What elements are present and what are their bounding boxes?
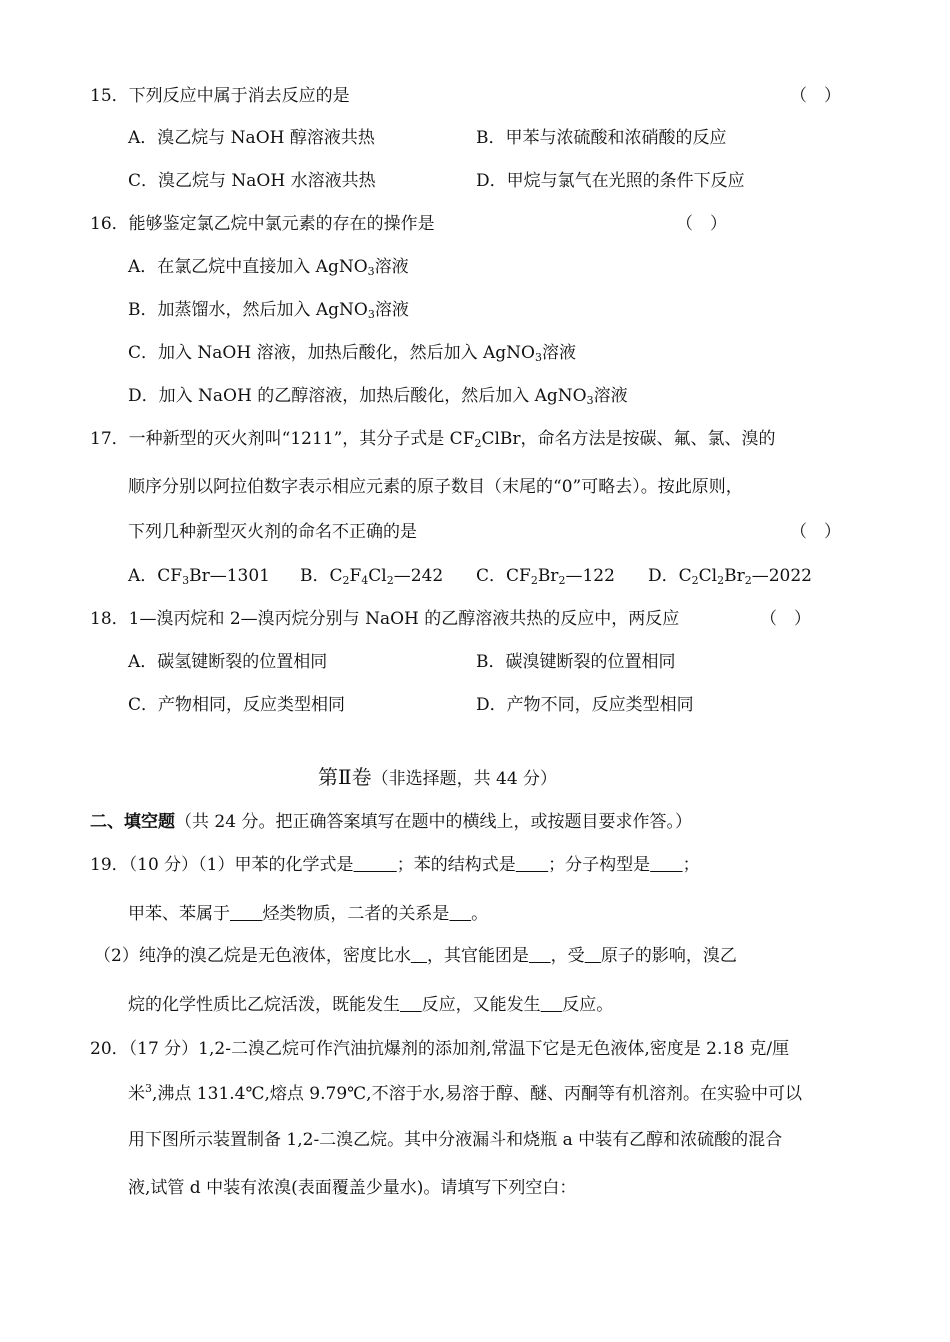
q18-option-b: B．碳溴键断裂的位置相同 [476,652,676,672]
q15-answer-paren: （ ） [790,86,841,106]
q17-option-d: D．$C_2Cl_2Br_2—2022$ [648,566,812,587]
q19-line3: （2）纯净的溴乙烷是无色液体，密度比水 ，其官能团是 ，受 原子的影响，溴乙 [94,946,737,966]
q19-line4: 烷的化学性质比乙烷活泼，既能发生 反应，又能发生 反应。 [128,995,614,1015]
q15-option-a: A．溴乙烷与 NaOH 醇溶液共热 [128,128,375,148]
q16-option-c: C．加入 NaOH 溶液，加热后酸化，然后加入 AgNO$_3$溶液 [128,343,576,364]
q16-answer-paren: （ ） [676,214,727,234]
q17-option-c: C．$CF_2Br_2—122$ [476,566,615,587]
q17-answer-paren: （ ） [790,522,841,542]
q16-option-d: D．加入 NaOH 的乙醇溶液，加热后酸化，然后加入 AgNO$_3$溶液 [128,386,628,407]
q18-stem: 18．1—溴丙烷和 2—溴丙烷分别与 NaOH 的乙醇溶液共热的反应中，两反应 [90,609,680,629]
q18-option-c: C．产物相同，反应类型相同 [128,695,346,715]
q15-option-b: B．甲苯与浓硫酸和浓硝酸的反应 [476,128,727,148]
q20-line1: 20．（17 分）1,2-二溴乙烷可作汽油抗爆剂的添加剂,常温下它是无色液体,密度是 2.18 克/厘 [90,1039,790,1059]
q17-option-a: A．$CF_3Br—1301$ [128,566,270,587]
section2-title: 第Ⅱ卷（非选择题，共 44 分） [318,765,558,789]
q16-option-b: B．加蒸馏水，然后加入 AgNO$_3$溶液 [128,300,409,321]
q16-stem: 16．能够鉴定氯乙烷中氯元素的存在的操作是 [90,214,435,234]
q19-line2: 甲苯、苯属于 烃类物质，二者的关系是 。 [128,904,489,924]
q17-option-b: B．$C_2F_4Cl_2—242$ [300,566,444,587]
q20-line2: 米$^3$,沸点 131.4℃,熔点 9.79℃,不溶于水,易溶于醇、醚、丙酮等有机溶剂。在实验中可以 [128,1082,802,1104]
q20-line4: 液,试管 d 中装有浓溴(表面覆盖少量水)。请填写下列空白： [128,1178,577,1198]
q18-option-d: D．产物不同，反应类型相同 [476,695,694,715]
q16-option-a: A．在氯乙烷中直接加入 AgNO$_3$溶液 [128,257,409,278]
q19-line1: 19．（10 分）（1）甲苯的化学式是 ；苯的结构式是 ；分子构型是 ； [90,855,700,875]
q17-stem-line2: 顺序分别以阿拉伯数字表示相应元素的原子数目（末尾的“0”可略去）。按此原则， [128,477,743,497]
q15-option-d: D．甲烷与氯气在光照的条件下反应 [476,171,745,191]
q20-line3: 用下图所示装置制备 1,2-二溴乙烷。其中分液漏斗和烧瓶 a 中装有乙醇和浓硫酸的混合 [128,1130,783,1150]
q18-option-a: A．碳氢键断裂的位置相同 [128,652,328,672]
q17-stem-line3: 下列几种新型灭火剂的命名不正确的是 [128,522,417,542]
q15-option-c: C．溴乙烷与 NaOH 水溶液共热 [128,171,376,191]
q15-stem: 15．下列反应中属于消去反应的是 [90,86,350,106]
q17-stem-line1: 17．一种新型的灭火剂叫“1211”，其分子式是 $CF_2ClBr$，命名方法是按碳、氟、氯、溴的 [90,429,776,450]
q18-answer-paren: （ ） [760,609,811,629]
part2-heading: 二、填空题（共 24 分。把正确答案填写在题中的横线上，或按题目要求作答。） [90,812,692,832]
